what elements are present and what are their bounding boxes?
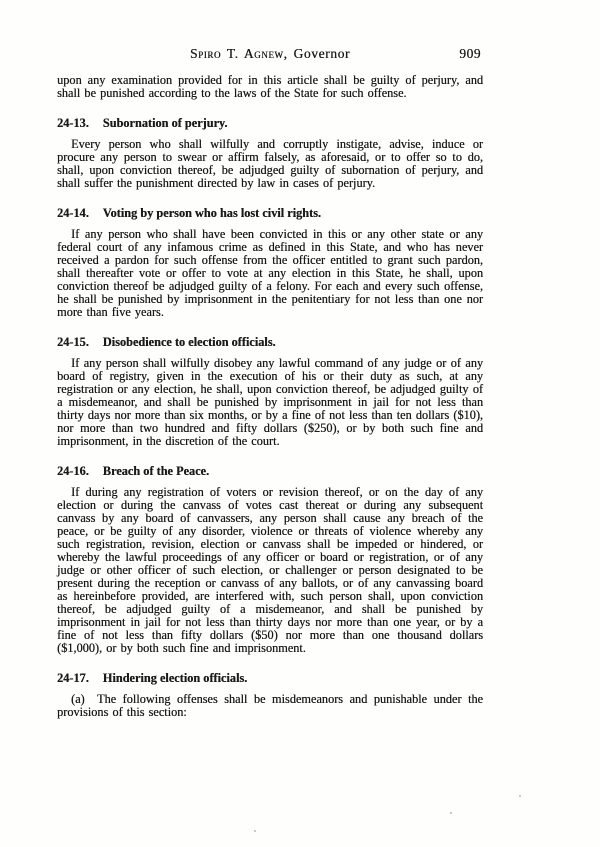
page-header xyxy=(57,0,483,63)
statute-body xyxy=(57,74,483,719)
section-heading xyxy=(57,206,483,220)
section-number: 24-14. xyxy=(57,206,89,220)
statute-paragraph: (a) The following offenses shall be misdemeanors and punishable under the provisions of this section: xyxy=(57,692,483,719)
section-heading xyxy=(57,464,483,478)
section-number: 24-15. xyxy=(57,335,89,349)
section-title: Subornation of perjury. xyxy=(102,116,228,130)
section-number: 24-17. xyxy=(57,671,89,685)
statute-paragraph: If during any registration of voters or revision thereof, or on the day of any election or during the canvass of votes cast thereat or during any subsequent canvass by any board of canvassers, any person shall cause any breach of the peace, or be guilty of any disorder, violence or threats of violence whereby any such registration, revision, election or canvass shall be impeded or hindered, or whereby the lawful proceedings of any officer or board or registration, or of any judge or other officer of such election, or challenger or person designated to be present during the reception or canvass of any ballots, or of any canvassing board as hereinbefore provided, are interfered with, such person shall, upon conviction thereof, be adjudged guilty of a misdemeanor, and shall be punished by imprisonment in jail for not less than thirty days nor more than one year, or by a fine of not less than fifty dollars ($50) nor more than one thousand dollars ($1,000), or by both such fine and imprisonment. xyxy=(57,485,483,655)
running-title xyxy=(57,46,483,61)
scan-speck xyxy=(254,830,256,832)
statute-paragraph: Every person who shall wilfully and corruptly instigate, advise, induce or procure any person to swear or affirm falsely, as aforesaid, or to offer so to do, shall, upon conviction thereof, be adjudged guilty of subornation of perjury, and shall suffer the punishment directed by law in cases of perjury. xyxy=(57,137,483,190)
section-heading xyxy=(57,335,483,349)
section-title: Disobedience to election officials. xyxy=(102,335,276,349)
scan-speck xyxy=(450,812,452,814)
statute-paragraph: If any person who shall have been convicted in this or any other state or any federal court of any infamous crime as defined in this State, and who has never received a pardon for such offense from the officer entitled to grant such pardon, shall thereafter vote or offer to vote at any election in this State, he shall, upon conviction thereof be adjudged guilty of a felony. For each and every such offense, he shall be punished by imprisonment in the penitentiary for not less than one nor more than five years. xyxy=(57,227,483,319)
section-title: Hindering election officials. xyxy=(102,671,248,685)
section-number: 24-13. xyxy=(57,116,89,130)
scan-speck xyxy=(519,795,521,797)
section-heading xyxy=(57,671,483,685)
section-number: 24-16. xyxy=(57,464,89,478)
page-number: 909 xyxy=(459,46,481,61)
section-heading xyxy=(57,116,483,130)
governor-name: Spiro T. Agnew xyxy=(189,46,284,61)
governor-title-suffix: , Governor xyxy=(283,46,351,61)
section-title: Voting by person who has lost civil rights. xyxy=(102,206,321,220)
section-title: Breach of the Peace. xyxy=(102,464,210,478)
statute-paragraph: If any person shall wilfully disobey any lawful command of any judge or of any board of registry, given in the execution of his or their duty as such, at any registration or any election, he shall, upon conviction thereof, be adjudged guilty of a misdemeanor, and shall be punished by imprisonment in jail for not less than thirty days nor more than six months, or by a fine of not less than ten dollars ($10), nor more than two hundred and fifty dollars ($250), or by both such fine and imprisonment, in the discretion of the court. xyxy=(57,356,483,448)
statute-paragraph: upon any examination provided for in this article shall be guilty of perjury, and shall be punished according to the laws of the State for such offense. xyxy=(57,73,483,100)
